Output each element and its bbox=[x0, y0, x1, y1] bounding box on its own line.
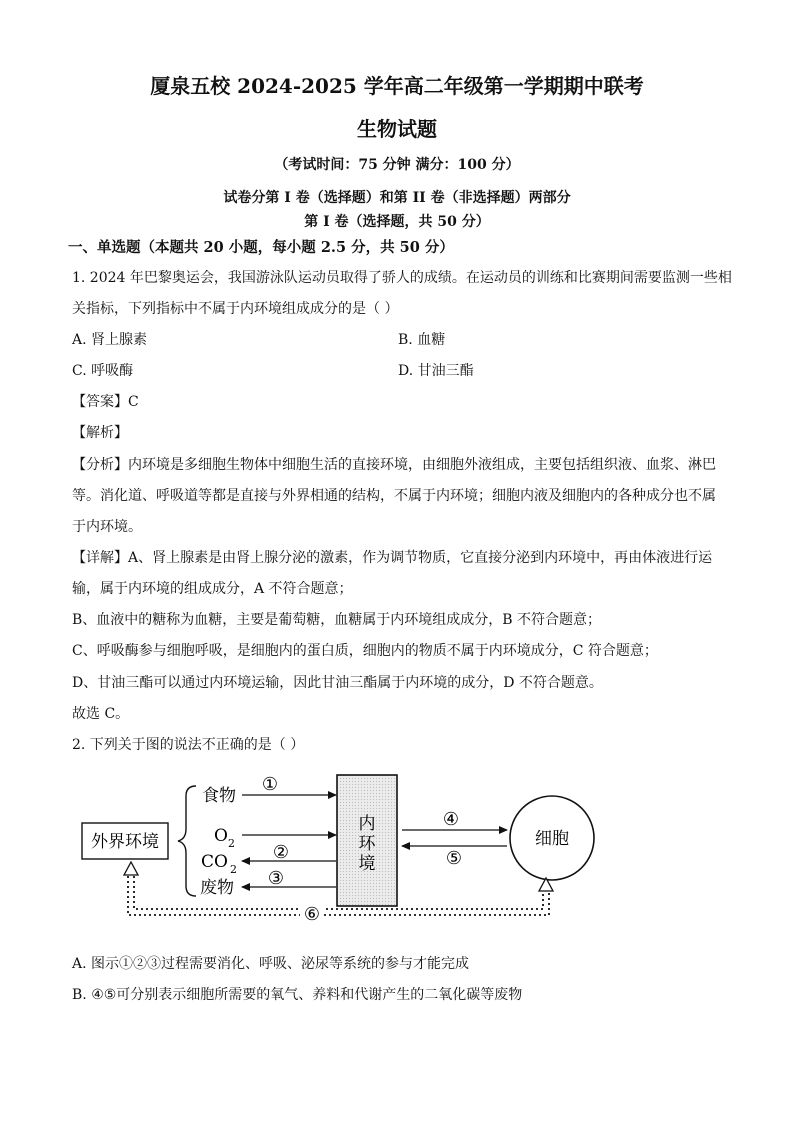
q1-xiangjie-line4: C、呼吸酶参与细胞呼吸，是细胞内的蛋白质，细胞内的物质不属于内环境成分，C 符合题意； bbox=[72, 643, 658, 659]
q1-option-b: B. 血糖 bbox=[398, 332, 446, 348]
o2-label: O bbox=[214, 826, 228, 846]
co2-label: CO bbox=[201, 852, 228, 872]
q1-xiangjie-line3: B、血液中的糖称为血糖，主要是葡萄糖，血糖属于内环境组成成分，B 不符合题意； bbox=[72, 612, 602, 628]
inner-env-char-2: 环 bbox=[358, 834, 376, 854]
waste-label: 废物 bbox=[200, 878, 234, 898]
label-5: ⑤ bbox=[445, 848, 463, 869]
label-3: ③ bbox=[267, 868, 285, 889]
q1-stem-line1: 1. 2024 年巴黎奥运会，我国游泳队运动员取得了骄人的成绩。在运动员的训练和比赛期间需要监测一些相 bbox=[72, 270, 732, 286]
q2-option-a: A. 图示①②③过程需要消化、呼吸、泌尿等系统的参与才能完成 bbox=[72, 956, 470, 972]
q1-xiangjie-line2: 输，属于内环境的组成成分，A 不符合题意； bbox=[72, 581, 353, 597]
grouping-brace bbox=[178, 786, 196, 896]
inner-env-char-1: 内 bbox=[358, 814, 376, 834]
dotted-arrowhead-left bbox=[124, 862, 138, 875]
structure-note: 试卷分第 I 卷（选择题）和第 II 卷（非选择题）两部分 bbox=[223, 190, 571, 206]
part1-title: 第 I 卷（选择题，共 50 分） bbox=[304, 214, 490, 230]
label-6: ⑥ bbox=[303, 904, 321, 925]
o2-subscript: 2 bbox=[228, 837, 235, 850]
exam-title: 厦泉五校 2024-2025 学年高二年级第一学期期中联考 bbox=[150, 74, 644, 98]
q1-option-c: C. 呼吸酶 bbox=[72, 363, 134, 379]
label-2: ② bbox=[272, 842, 290, 863]
q2-option-b: B. ④⑤可分别表示细胞所需要的氧气、养料和代谢产生的二氧化碳等废物 bbox=[72, 987, 523, 1003]
q1-analysis-label: 【解析】 bbox=[72, 425, 128, 441]
q1-option-d: D. 甘油三酯 bbox=[398, 363, 474, 379]
q1-fenxi-line1: 【分析】内环境是多细胞生物体中细胞生活的直接环境，由细胞外液组成，主要包括组织液、血浆、淋巴 bbox=[72, 457, 716, 473]
co2-subscript: 2 bbox=[230, 863, 237, 876]
label-1: ① bbox=[261, 774, 279, 795]
label-4: ④ bbox=[442, 809, 460, 830]
exam-subject: 生物试题 bbox=[357, 117, 437, 141]
q1-fenxi-line3: 于内环境。 bbox=[72, 519, 142, 535]
q1-stem-line2: 关指标，下列指标中不属于内环境组成成分的是（ ） bbox=[72, 301, 399, 317]
q1-xiangjie-line5: D、甘油三酯可以通过内环境运输，因此甘油三酯属于内环境的成分，D 不符合题意。 bbox=[72, 675, 603, 691]
q1-conclusion: 故选 C。 bbox=[72, 706, 130, 722]
food-label: 食物 bbox=[202, 786, 236, 806]
section-title: 一、单选题（本题共 20 小题，每小题 2.5 分，共 50 分） bbox=[68, 239, 454, 256]
outer-environment-label: 外界环境 bbox=[91, 832, 159, 852]
q1-fenxi-line2: 等。消化道、呼吸道等都是直接与外界相通的结构，不属于内环境；细胞内液及细胞内的各种成分也不属 bbox=[72, 488, 716, 504]
exam-info: （考试时间：75 分钟 满分：100 分） bbox=[274, 157, 520, 173]
q1-xiangjie-line1: 【详解】A、肾上腺素是由肾上腺分泌的激素，作为调节物质，它直接分泌到内环境中，再由体液进行运 bbox=[72, 550, 713, 566]
inner-env-char-3: 境 bbox=[358, 854, 376, 874]
q1-answer: 【答案】C bbox=[72, 394, 139, 410]
cell-label: 细胞 bbox=[535, 829, 569, 849]
q1-option-a: A. 肾上腺素 bbox=[72, 332, 148, 348]
q2-stem: 2. 下列关于图的说法不正确的是（ ） bbox=[72, 737, 305, 753]
